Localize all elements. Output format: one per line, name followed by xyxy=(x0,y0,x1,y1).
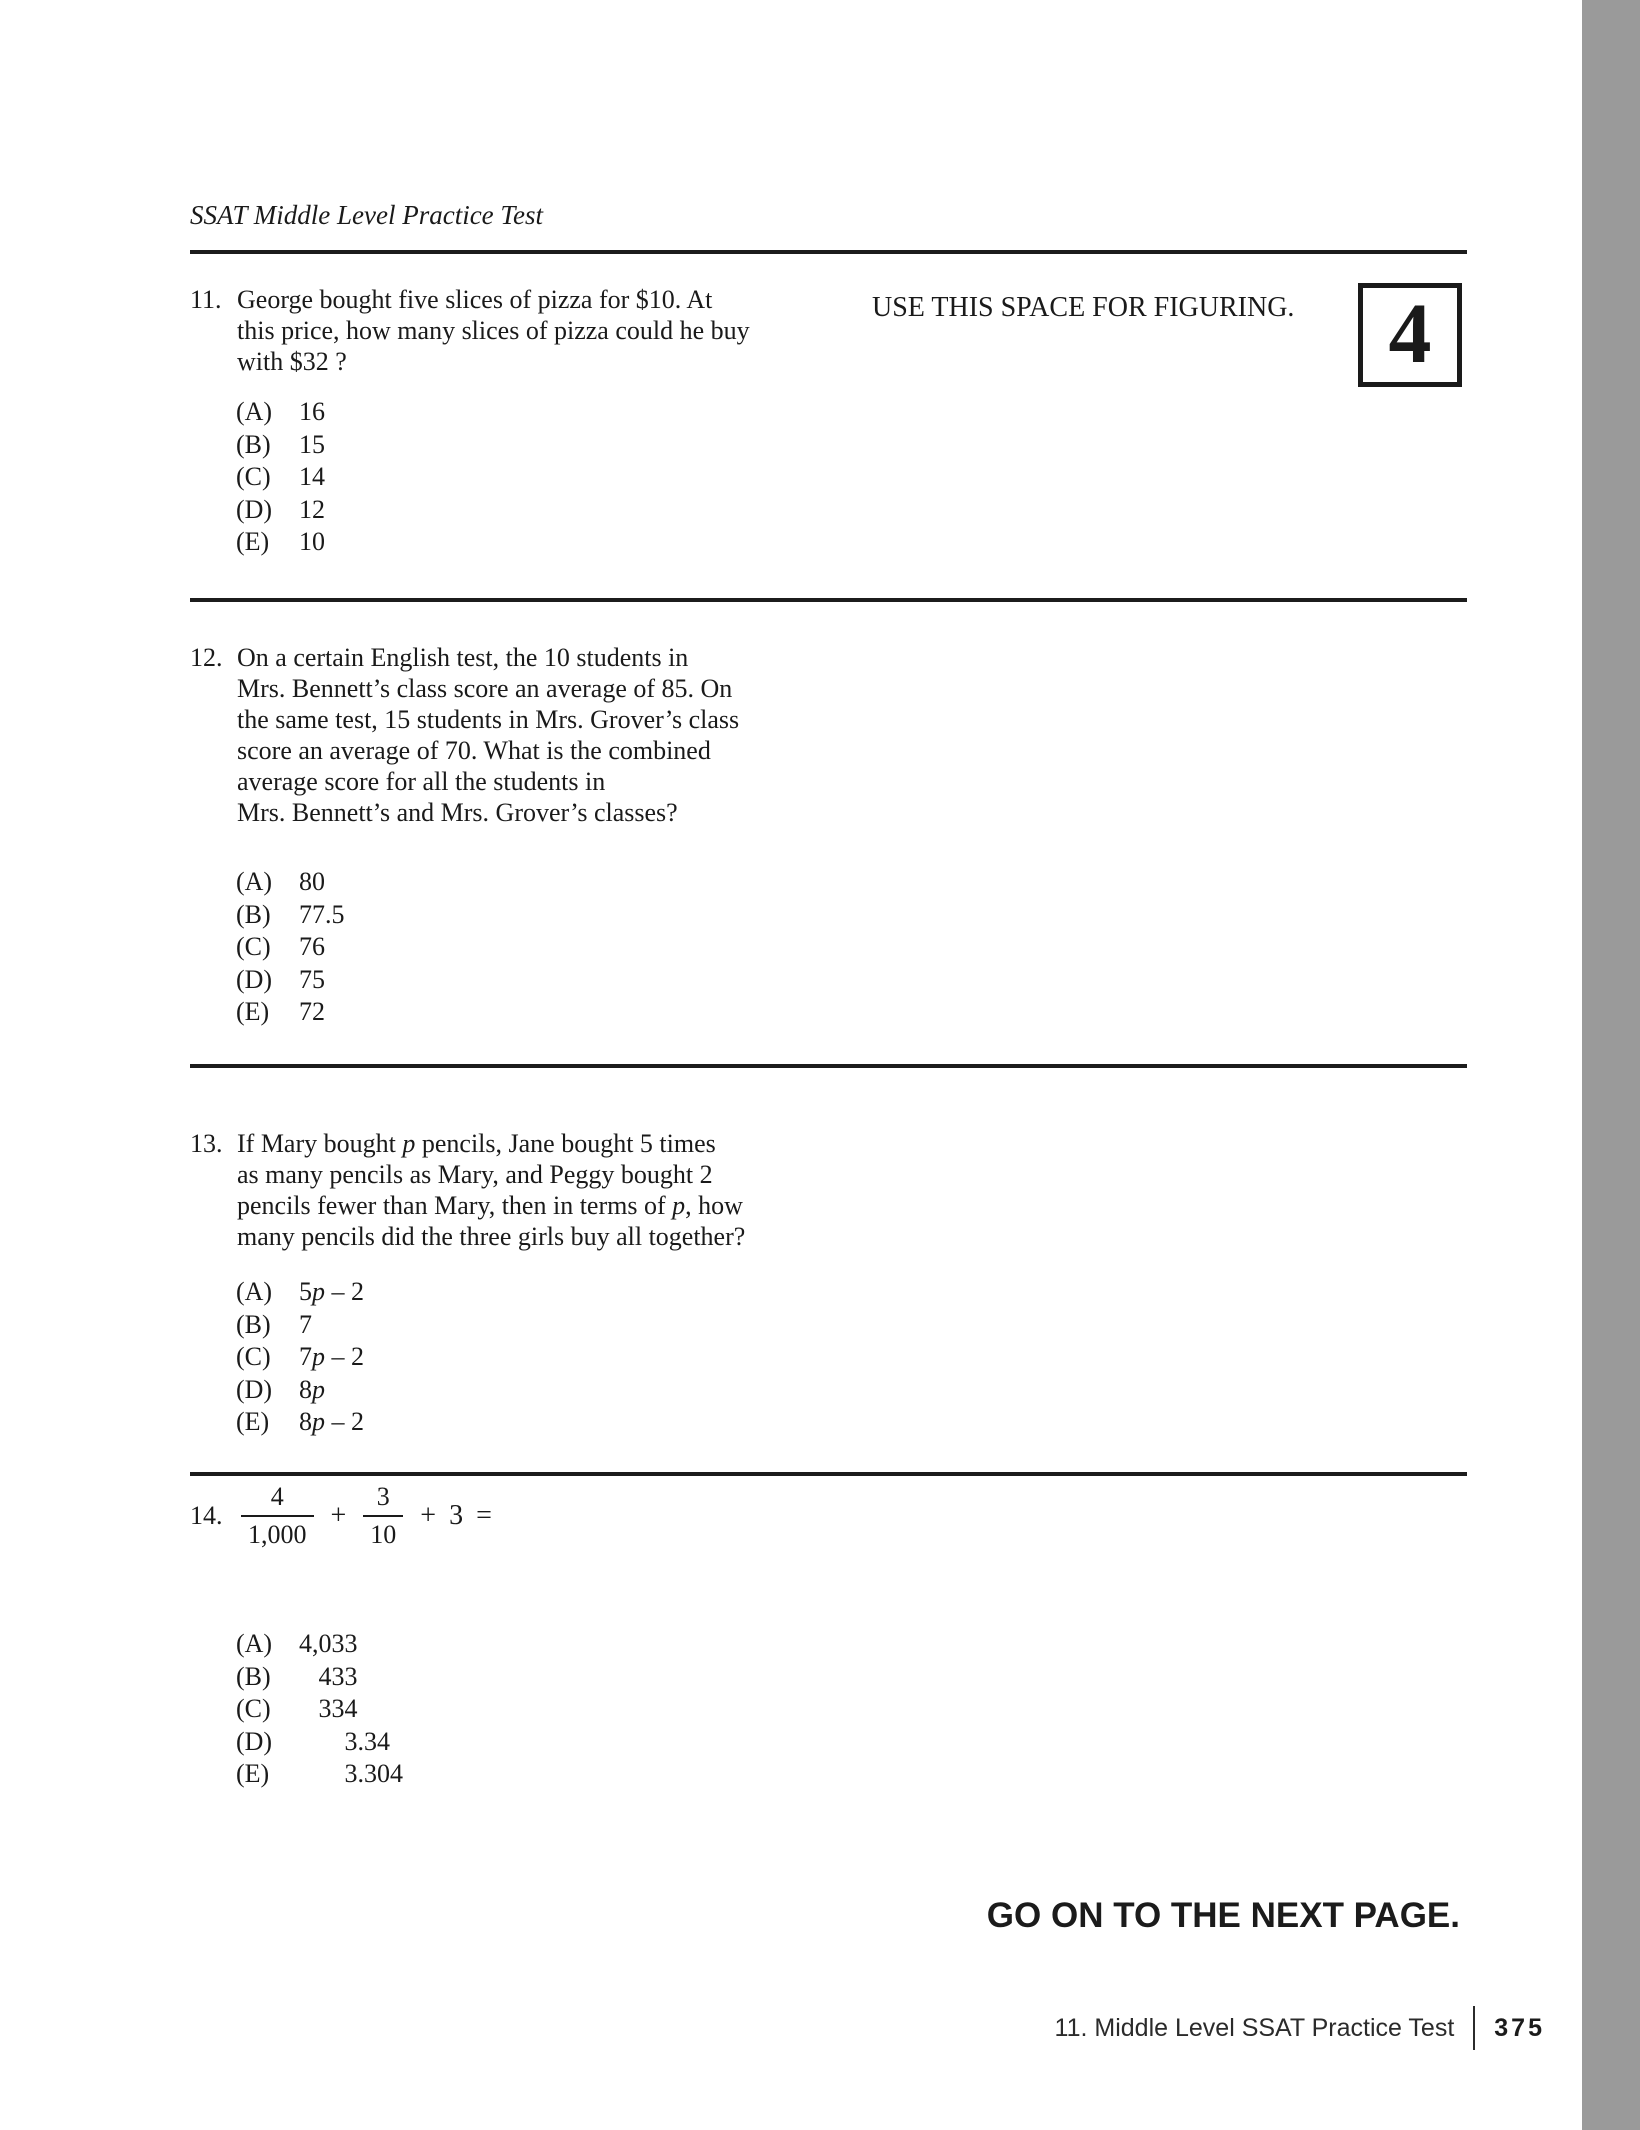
fraction-bar xyxy=(241,1515,314,1517)
footer-divider xyxy=(1473,2006,1475,2050)
choice-letter: (A) xyxy=(236,867,273,896)
choice-row xyxy=(236,1309,364,1342)
choice-letter: (E) xyxy=(236,527,270,556)
choice-letter: (A) xyxy=(236,1277,273,1306)
choice-letter: (C) xyxy=(236,462,271,491)
footer-label: 11. Middle Level SSAT Practice Test xyxy=(1054,2013,1455,2042)
choice-row xyxy=(236,1661,403,1694)
choice-value: 12 xyxy=(299,494,325,524)
question-12-text xyxy=(237,642,739,828)
choice-letter: (B) xyxy=(236,429,271,459)
question-line: Mrs. Bennett’s class score an average of 85. On xyxy=(237,674,733,703)
choice-row xyxy=(236,996,345,1029)
question-line: Mrs. Bennett’s and Mrs. Grover’s classes? xyxy=(237,798,678,827)
choice-value: 72 xyxy=(299,997,325,1026)
fraction xyxy=(363,1482,403,1550)
choice-row xyxy=(236,1276,364,1309)
choice-row xyxy=(236,396,325,429)
choice-row xyxy=(236,1341,364,1374)
plus-operator: + xyxy=(420,1500,437,1531)
fraction-numerator: 3 xyxy=(376,1482,390,1511)
choice-value: 7 xyxy=(299,1309,312,1339)
choice-letter: (C) xyxy=(236,1342,271,1371)
choice-value: 80 xyxy=(299,867,325,896)
choice-value: 14 xyxy=(299,462,325,491)
question-line: George bought five slices of pizza for $10. At xyxy=(237,285,713,314)
choice-value: 8p – 2 xyxy=(299,1407,364,1436)
constant-term: 3 xyxy=(449,1500,464,1531)
question-11-text xyxy=(237,284,750,377)
question-line: average score for all the students in xyxy=(237,767,606,796)
variable-p: p xyxy=(312,1374,325,1404)
question-14-number: 14. xyxy=(190,1501,223,1530)
question-line: pencils fewer than Mary, then in terms of p, how xyxy=(237,1191,743,1220)
question-line: this price, how many slices of pizza could he buy xyxy=(237,316,750,345)
question-12-choices xyxy=(236,866,345,1029)
choice-row xyxy=(236,899,345,932)
choice-row xyxy=(236,964,345,997)
choice-row xyxy=(236,1406,364,1439)
fraction-bar xyxy=(363,1515,403,1517)
choice-row xyxy=(236,931,345,964)
section-number-box xyxy=(1358,283,1462,387)
section-number: 4 xyxy=(1388,285,1432,381)
question-divider xyxy=(190,1064,1467,1068)
choice-value: 3.34 xyxy=(299,1726,390,1756)
choice-value: 7p – 2 xyxy=(299,1342,364,1371)
question-line: with $32 ? xyxy=(237,347,347,376)
question-12-number: 12. xyxy=(190,643,223,672)
choice-letter: (B) xyxy=(236,1661,271,1691)
choice-row xyxy=(236,494,325,527)
question-divider xyxy=(190,598,1467,602)
question-14-choices xyxy=(236,1628,403,1791)
choice-row xyxy=(236,1374,364,1407)
question-11 xyxy=(190,284,750,377)
choice-value: 4,033 xyxy=(299,1629,358,1658)
question-13-text xyxy=(237,1128,745,1252)
question-divider xyxy=(190,1472,1467,1476)
question-13-number: 13. xyxy=(190,1129,223,1158)
choice-letter: (C) xyxy=(236,932,271,961)
choice-letter: (D) xyxy=(236,1374,273,1404)
choice-row xyxy=(236,526,325,559)
choice-value: 76 xyxy=(299,932,325,961)
page-header-title: SSAT Middle Level Practice Test xyxy=(190,200,543,230)
plus-operator: + xyxy=(330,1500,347,1531)
variable-p: p xyxy=(312,1277,325,1306)
choice-value: 8p xyxy=(299,1374,325,1404)
header-rule xyxy=(190,250,1467,254)
question-line: If Mary bought p pencils, Jane bought 5 times xyxy=(237,1129,716,1158)
fraction-numerator: 4 xyxy=(270,1482,284,1511)
page-edge-bar xyxy=(1582,0,1640,2130)
choice-letter: (E) xyxy=(236,997,270,1026)
choice-value: 3.304 xyxy=(299,1759,403,1788)
choice-letter: (E) xyxy=(236,1759,270,1788)
question-line: the same test, 15 students in Mrs. Grover’s class xyxy=(237,705,740,734)
choice-value: 433 xyxy=(299,1661,358,1691)
choice-row xyxy=(236,429,325,462)
question-line: as many pencils as Mary, and Peggy bought 2 xyxy=(237,1160,713,1189)
question-11-number: 11. xyxy=(190,285,222,314)
footer-page-number: 375 xyxy=(1494,2013,1545,2042)
choice-value: 334 xyxy=(299,1694,358,1723)
choice-value: 77.5 xyxy=(299,899,345,929)
variable-p: p xyxy=(402,1129,416,1158)
choice-letter: (D) xyxy=(236,1726,273,1756)
go-on-banner: GO ON TO THE NEXT PAGE. xyxy=(986,1896,1460,1935)
question-11-choices xyxy=(236,396,325,559)
question-14 xyxy=(190,1482,505,1550)
fraction xyxy=(241,1482,314,1550)
choice-row xyxy=(236,1758,403,1791)
page-footer xyxy=(1055,2006,1545,2050)
choice-row xyxy=(236,1693,403,1726)
fraction-denominator: 10 xyxy=(370,1520,397,1549)
variable-p: p xyxy=(312,1407,325,1436)
question-13 xyxy=(190,1128,745,1252)
choice-letter: (C) xyxy=(236,1694,271,1723)
choice-letter: (B) xyxy=(236,899,271,929)
choice-row xyxy=(236,866,345,899)
choice-value: 75 xyxy=(299,964,325,994)
choice-letter: (A) xyxy=(236,397,273,426)
choice-row xyxy=(236,1628,403,1661)
figuring-note: USE THIS SPACE FOR FIGURING. xyxy=(872,292,1295,323)
variable-p: p xyxy=(672,1191,686,1220)
choice-value: 10 xyxy=(299,527,325,556)
choice-value: 5p – 2 xyxy=(299,1277,364,1306)
choice-row xyxy=(236,1726,403,1759)
question-13-choices xyxy=(236,1276,364,1439)
fraction-denominator: 1,000 xyxy=(248,1520,307,1549)
choice-value: 16 xyxy=(299,397,325,426)
question-12 xyxy=(190,642,739,828)
choice-value: 15 xyxy=(299,429,325,459)
choice-row xyxy=(236,461,325,494)
question-line: many pencils did the three girls buy all together? xyxy=(237,1222,746,1251)
choice-letter: (E) xyxy=(236,1407,270,1436)
question-line: score an average of 70. What is the combined xyxy=(237,736,711,765)
choice-letter: (B) xyxy=(236,1309,271,1339)
variable-p: p xyxy=(312,1342,325,1371)
question-line: On a certain English test, the 10 students in xyxy=(237,643,689,672)
choice-letter: (D) xyxy=(236,494,273,524)
choice-letter: (D) xyxy=(236,964,273,994)
choice-letter: (A) xyxy=(236,1629,273,1658)
equals-sign: = xyxy=(476,1500,492,1531)
